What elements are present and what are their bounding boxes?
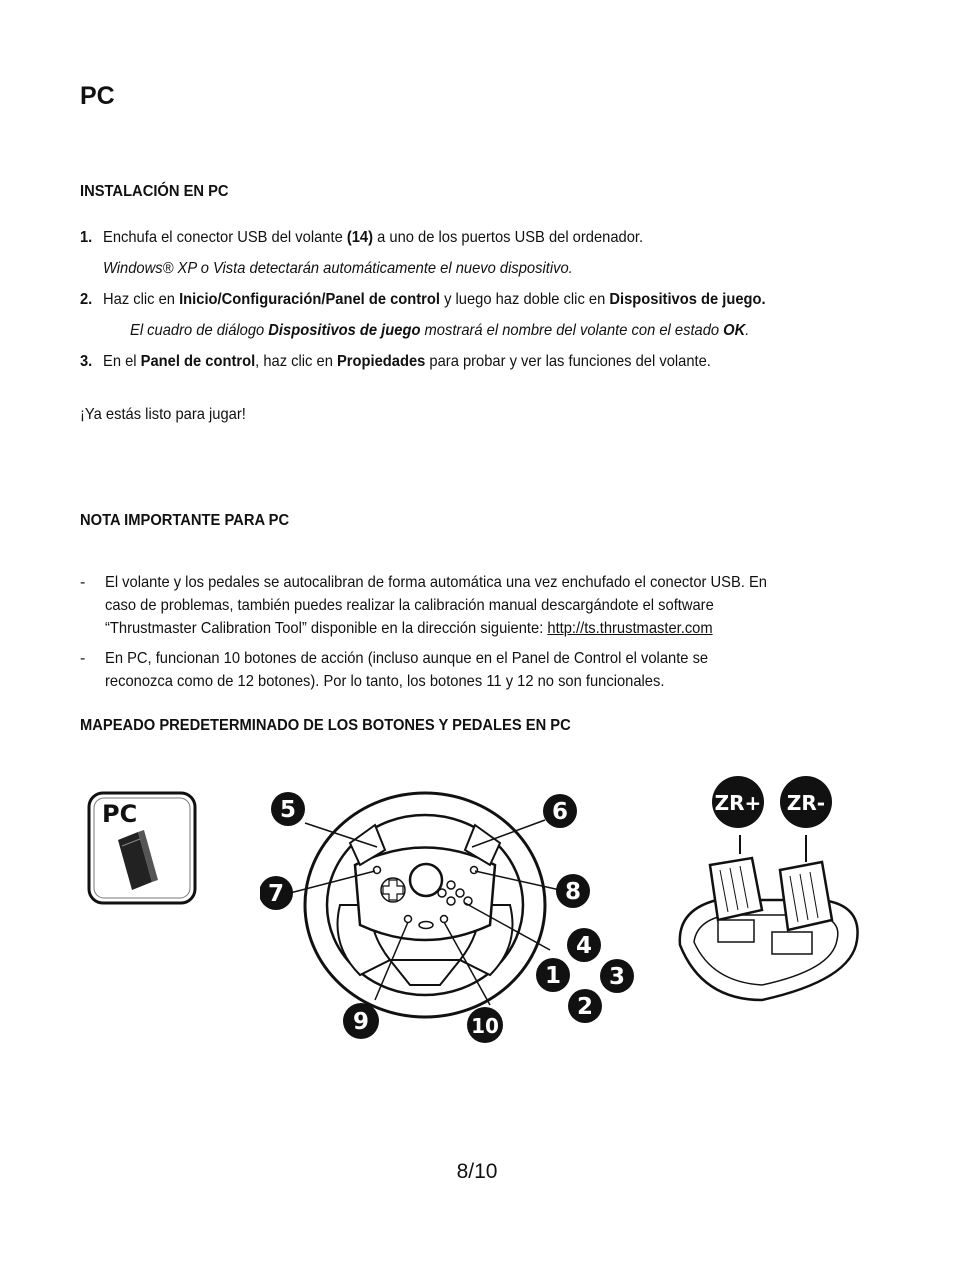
step-1-text: Enchufa el conector USB del volante (14) a uno de los puertos USB del ordenador. (103, 229, 644, 246)
button-badge-2 (568, 989, 602, 1023)
svg-text:2: 2 (576, 994, 594, 1020)
page-number: 8/10 (456, 1160, 498, 1183)
pedal-badge-zr-minus (780, 776, 832, 828)
svg-text:9: 9 (352, 1009, 370, 1035)
bullet-1-mark: - (80, 574, 86, 591)
bullet-2-line-2: reconozca como de 12 botones). Por lo tanto, los botones 11 y 12 no son funcionales. (105, 673, 665, 690)
install-heading: INSTALACIÓN EN PC (80, 183, 229, 200)
bullet-1-line-3: “Thrustmaster Calibration Tool” disponible en la dirección siguiente: http://ts.thrustmaster.com (105, 620, 713, 637)
button-badge-6 (543, 794, 577, 828)
svg-text:10: 10 (471, 1014, 499, 1038)
svg-text:ZR+: ZR+ (714, 791, 762, 815)
bullet-2-line-1: En PC, funcionan 10 botones de acción (incluso aunque en el Panel de Control el volante se (105, 650, 709, 667)
svg-text:ZR-: ZR- (786, 791, 826, 815)
pedal-badge-zr-plus (712, 776, 764, 828)
ready-text: ¡Ya estás listo para jugar! (80, 406, 246, 423)
pc-badge-label: PC (102, 800, 138, 828)
bullet-2-mark: - (80, 650, 86, 667)
note-heading: NOTA IMPORTANTE PARA PC (80, 512, 290, 529)
svg-text:3: 3 (608, 964, 626, 990)
button-badge-3 (600, 959, 634, 993)
button-badge-1 (536, 958, 570, 992)
bullet-1-line-1: El volante y los pedales se autocalibran de forma automática una vez enchufado el conector USB. En (105, 574, 767, 591)
svg-text:6: 6 (551, 799, 569, 825)
svg-text:1: 1 (544, 963, 562, 989)
step-3-number: 3. (80, 353, 93, 370)
bullet-1-line-2: caso de problemas, también puedes realizar la calibración manual descargándote el software (105, 597, 714, 614)
step-2-text: Haz clic en Inicio/Configuración/Panel de control y luego haz doble clic en Dispositivos de juego. (103, 291, 766, 308)
mapping-heading: MAPEADO PREDETERMINADO DE LOS BOTONES Y PEDALES EN PC (80, 717, 571, 734)
button-badge-4 (567, 928, 601, 962)
button-badge-7 (260, 876, 293, 910)
pedals-illustration (672, 770, 862, 1010)
steering-wheel-illustration (260, 785, 650, 1045)
step-1-number: 1. (80, 229, 93, 246)
step-1-note: Windows® XP o Vista detectarán automáticamente el nuevo dispositivo. (103, 260, 573, 277)
svg-text:5: 5 (279, 797, 297, 823)
svg-text:8: 8 (564, 879, 582, 905)
step-2-note: El cuadro de diálogo Dispositivos de juego mostrará el nombre del volante con el estado OK. (130, 322, 750, 339)
button-badge-10 (467, 1007, 503, 1043)
thrustmaster-link[interactable]: http://ts.thrustmaster.com (547, 620, 713, 637)
step-3-text: En el Panel de control, haz clic en Propiedades para probar y ver las funciones del volante. (103, 353, 711, 370)
button-badge-5 (271, 792, 305, 826)
svg-text:4: 4 (575, 933, 593, 959)
button-badge-8 (556, 874, 590, 908)
pc-badge-illustration (86, 790, 198, 906)
page-title: PC (80, 82, 115, 110)
svg-text:7: 7 (267, 881, 285, 907)
step-2-number: 2. (80, 291, 93, 308)
button-badge-9 (343, 1003, 379, 1039)
